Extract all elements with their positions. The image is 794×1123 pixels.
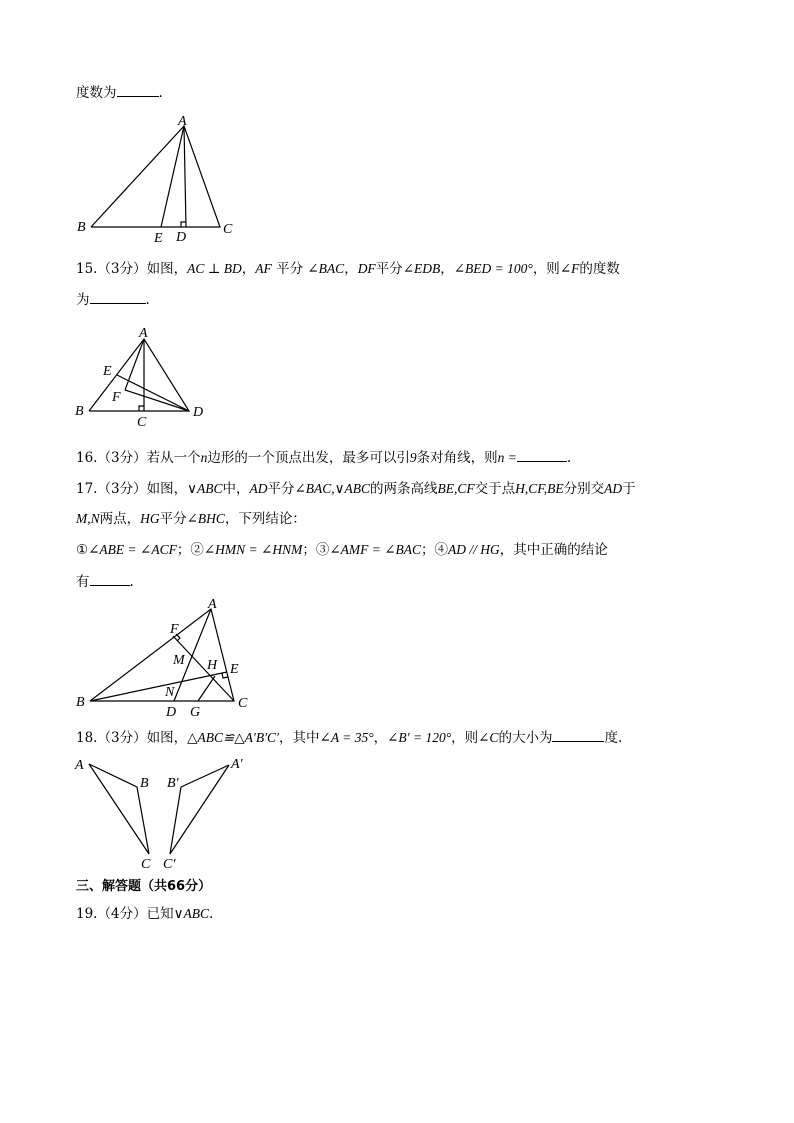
label-a: A	[178, 114, 187, 129]
altitude-ad	[184, 126, 186, 227]
label-c: C	[223, 222, 233, 237]
label-c: C	[238, 696, 248, 711]
label-a: A	[208, 597, 217, 612]
label-c-prime: C′	[163, 857, 176, 872]
label-b: B	[140, 776, 149, 791]
label-b: B	[75, 404, 84, 419]
label-d: D	[193, 405, 204, 420]
right-angle-mark	[139, 406, 144, 411]
label-e: E	[230, 662, 239, 677]
triangle-abc	[90, 609, 234, 701]
q17-figure	[70, 596, 270, 720]
label-e: E	[154, 231, 163, 246]
segment-ae	[161, 126, 184, 227]
q17-statements: ①∠ABE = ∠ACF；②∠HMN = ∠HNM；③∠AMF = ∠BAC；④AD // HG，其中正确的结论	[76, 542, 608, 558]
triangle-abc	[91, 126, 220, 227]
q15-figure	[70, 322, 220, 430]
q17-answer-line: 有 .	[76, 574, 134, 590]
triangle-a2b2c2	[170, 765, 229, 854]
section-heading: 三、解答题（共66分）	[76, 879, 212, 894]
altitude-be	[90, 672, 227, 701]
answer-blank	[90, 572, 130, 586]
segment-df	[125, 390, 189, 411]
label-m: M	[173, 653, 185, 668]
label-c: C	[137, 415, 147, 430]
label-d: D	[176, 230, 187, 245]
label-b: B	[77, 220, 86, 235]
label-h: H	[207, 658, 218, 673]
label-b-prime: B′	[167, 776, 179, 791]
q18-stem: 18.（3分）如图，△ABC≌△A′B′C′，其中∠A = 35°，∠B′ = 120°，则∠C的大小为 度.	[76, 730, 623, 746]
answer-blank	[517, 448, 567, 462]
q15-stem-line2: 为 .	[76, 292, 150, 308]
right-angle-mark	[181, 222, 186, 227]
label-a: A	[75, 758, 84, 773]
bisector-hg	[198, 676, 215, 701]
answer-blank	[552, 728, 604, 742]
label-n: N	[165, 685, 175, 700]
answer-blank	[90, 290, 146, 304]
label-a-prime: A′	[231, 757, 243, 772]
q15-stem-line1: 15.（3分）如图，AC ⊥ BD，AF 平分 ∠BAC，DF平分∠EDB，∠BED = 100°，则∠F的度数	[76, 261, 620, 277]
q14-figure	[70, 112, 250, 246]
label-b: B	[76, 695, 85, 710]
q16-stem: 16.（3分）若从一个n边形的一个顶点出发，最多可以引9条对角线，则n = .	[76, 450, 572, 466]
label-f: F	[170, 622, 179, 637]
q14-tail: 度数为 .	[76, 85, 163, 101]
answer-blank	[117, 83, 159, 97]
segment-af	[125, 339, 144, 390]
q17-stem-line2: M,N两点，HG平分∠BHC，下列结论：	[76, 511, 306, 527]
label-d: D	[166, 705, 177, 720]
q18-figure	[70, 754, 270, 874]
altitude-cf	[173, 636, 234, 701]
label-e: E	[103, 364, 112, 379]
label-g: G	[190, 705, 201, 720]
label-a: A	[139, 326, 148, 341]
label-c: C	[141, 857, 151, 872]
q17-stem-line1: 17.（3分）如图，∨ABC中，AD平分∠BAC,∨ABC的两条高线BE,CF交于点H,CF,BE分别交AD于	[76, 481, 636, 497]
q19-stem: 19.（4分）已知∨ABC.	[76, 906, 214, 922]
label-f: F	[112, 390, 121, 405]
